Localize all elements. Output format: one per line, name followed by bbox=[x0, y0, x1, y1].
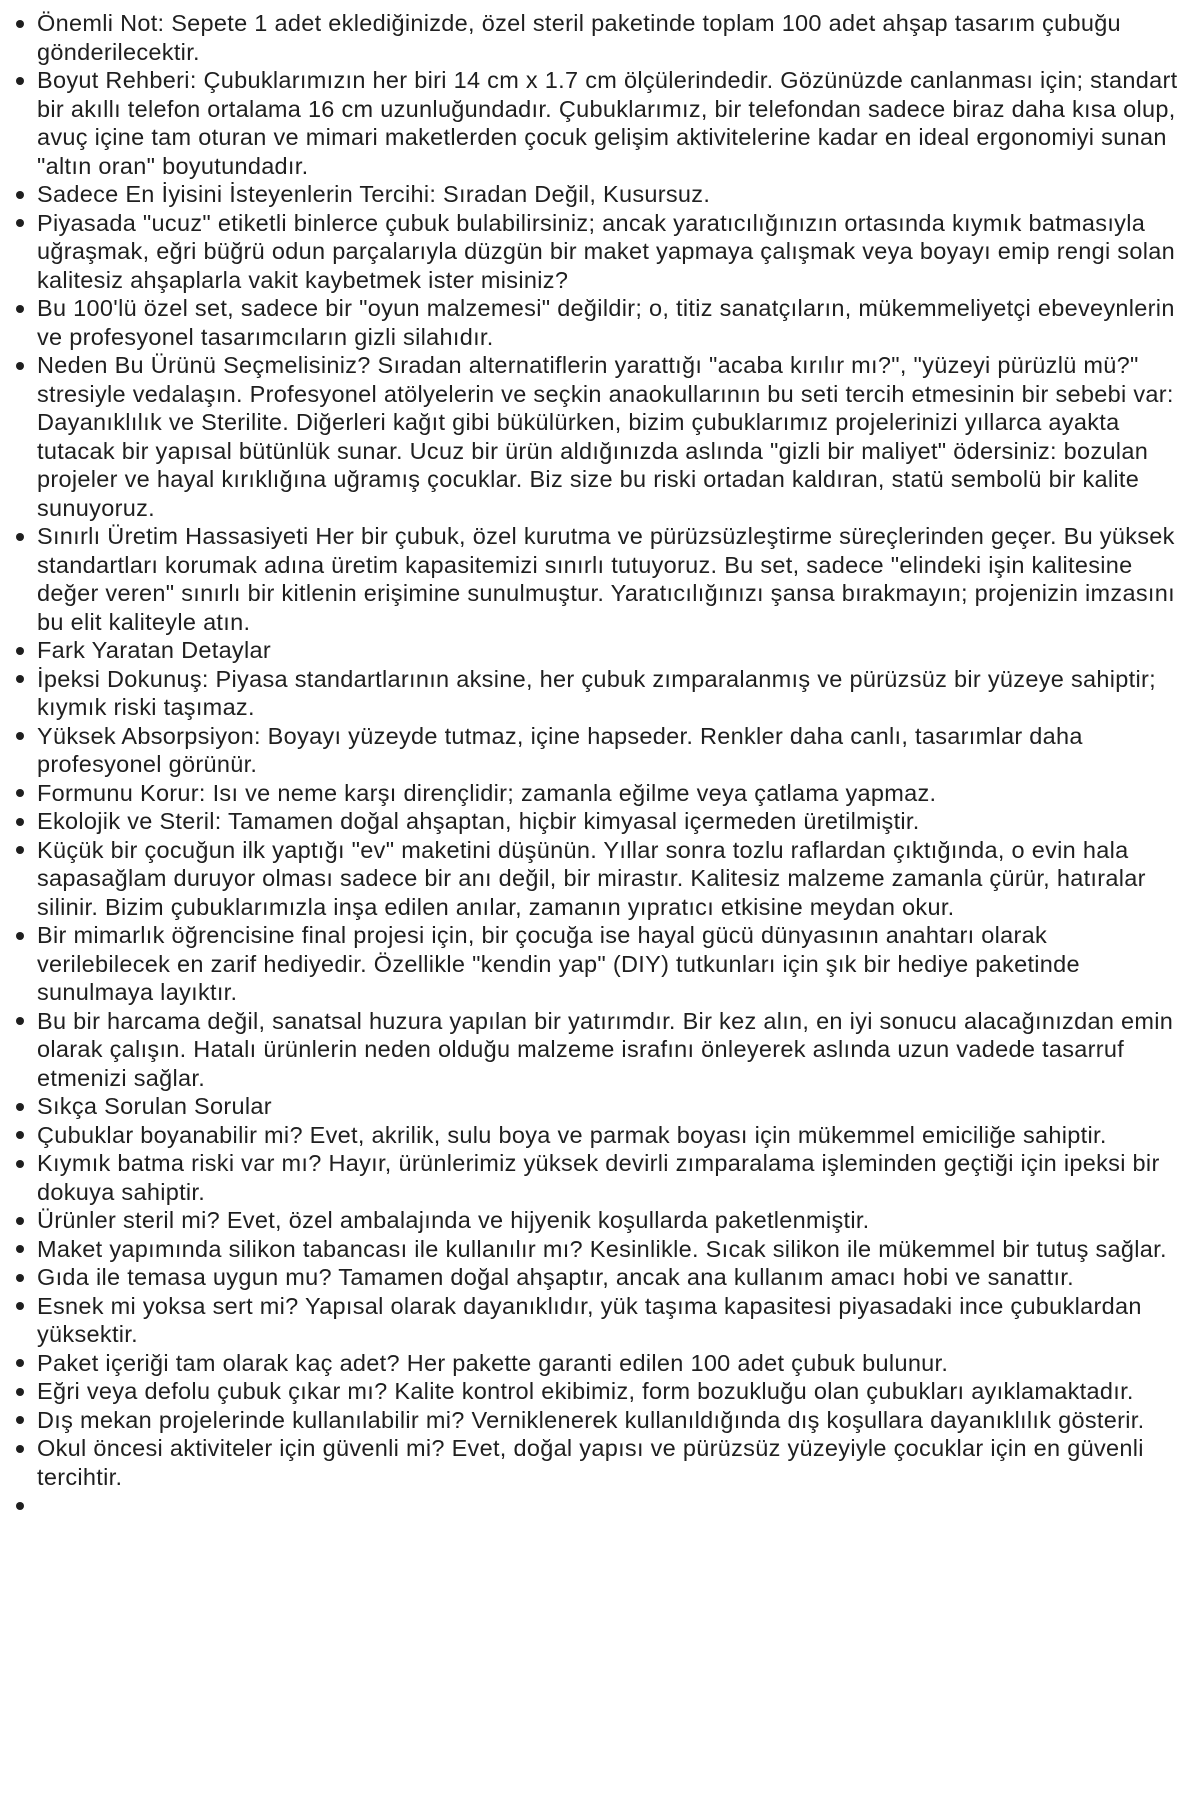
list-item: Boyut Rehberi: Çubuklarımızın her biri 14 cm x 1.7 cm ölçülerindedir. Gözünüzde canlanması için; standart bir akıllı telefon ortalama 16 cm uzunluğundadır. Çubuklarımız, bir telefondan sadece biraz daha kısa olup, avuç içine tam oturan ve mimari maketlerden çocuk gelişim aktivitelerine kadar en ideal ergonomiyi sunan "altın oran" boyutundadır. bbox=[0, 66, 1186, 180]
list-item: Eğri veya defolu çubuk çıkar mı? Kalite kontrol ekibimiz, form bozukluğu olan çubukları ayıklamaktadır. bbox=[0, 1377, 1186, 1406]
list-item: Esnek mi yoksa sert mi? Yapısal olarak dayanıklıdır, yük taşıma kapasitesi piyasadaki ince çubuklardan yüksektir. bbox=[0, 1292, 1186, 1349]
list-item: Piyasada "ucuz" etiketli binlerce çubuk bulabilirsiniz; ancak yaratıcılığınızın ortasında kıymık batmasıyla uğraşmak, eğri büğrü odun parçalarıyla düzgün bir maket yapmaya çalışmak veya boyayı emip rengi solan kalitesiz ahşaplarla vakit kaybetmek ister misiniz? bbox=[0, 209, 1186, 295]
list-item: Önemli Not: Sepete 1 adet eklediğinizde, özel steril paketinde toplam 100 adet ahşap tasarım çubuğu gönderilecektir. bbox=[0, 9, 1186, 66]
list-item: Dış mekan projelerinde kullanılabilir mi? Verniklenerek kullanıldığında dış koşullara dayanıklılık gösterir. bbox=[0, 1406, 1186, 1435]
list-item: Bu 100'lü özel set, sadece bir "oyun malzemesi" değildir; o, titiz sanatçıların, mükemmeliyetçi ebeveynlerin ve profesyonel tasarımcıların gizli silahıdır. bbox=[0, 294, 1186, 351]
list-item: Fark Yaratan Detaylar bbox=[0, 636, 1186, 665]
list-item: Paket içeriği tam olarak kaç adet? Her pakette garanti edilen 100 adet çubuk bulunur. bbox=[0, 1349, 1186, 1378]
list-item: İpeksi Dokunuş: Piyasa standartlarının aksine, her çubuk zımparalanmış ve pürüzsüz bir yüzeye sahiptir; kıymık riski taşımaz. bbox=[0, 665, 1186, 722]
list-item: Çubuklar boyanabilir mi? Evet, akrilik, sulu boya ve parmak boyası için mükemmel emiciliğe sahiptir. bbox=[0, 1121, 1186, 1150]
list-item: Formunu Korur: Isı ve neme karşı dirençlidir; zamanla eğilme veya çatlama yapmaz. bbox=[0, 779, 1186, 808]
list-item-empty bbox=[0, 1491, 1186, 1520]
list-item: Maket yapımında silikon tabancası ile kullanılır mı? Kesinlikle. Sıcak silikon ile mükemmel bir tutuş sağlar. bbox=[0, 1235, 1186, 1264]
list-item: Gıda ile temasa uygun mu? Tamamen doğal ahşaptır, ancak ana kullanım amacı hobi ve sanattır. bbox=[0, 1263, 1186, 1292]
list-item: Küçük bir çocuğun ilk yaptığı "ev" maketini düşünün. Yıllar sonra tozlu raflardan çıktığında, o evin hala sapasağlam duruyor olması sadece bir anı değil, bir mirastır. Kalitesiz malzeme zamanla çürür, hatıralar silinir. Bizim çubuklarımızla inşa edilen anılar, zamanın yıpratıcı etkisine meydan okur. bbox=[0, 836, 1186, 922]
list-item: Sınırlı Üretim Hassasiyeti Her bir çubuk, özel kurutma ve pürüzsüzleştirme süreçlerinden geçer. Bu yüksek standartları korumak adına üretim kapasitemizi sınırlı tutuyoruz. Bu set, sadece "elindeki işin kalitesine değer veren" sınırlı bir kitlenin erişimine sunulmuştur. Yaratıcılığınızı şansa bırakmayın; projenizin imzasını bu elit kaliteyle atın. bbox=[0, 522, 1186, 636]
list-item: Bu bir harcama değil, sanatsal huzura yapılan bir yatırımdır. Bir kez alın, en iyi sonucu alacağınızdan emin olarak çalışın. Hatalı ürünlerin neden olduğu malzeme israfını önleyerek aslında uzun vadede tasarruf etmenizi sağlar. bbox=[0, 1007, 1186, 1093]
list-item: Neden Bu Ürünü Seçmelisiniz? Sıradan alternatiflerin yarattığı "acaba kırılır mı?", "yüzeyi pürüzlü mü?" stresiyle vedalaşın. Profesyonel atölyelerin ve seçkin anaokullarının bu seti tercih etmesinin bir sebebi var: Dayanıklılık ve Sterilite. Diğerleri kağıt gibi bükülürken, bizim çubuklarımız projelerinizi yıllarca ayakta tutacak bir yapısal bütünlük sunar. Ucuz bir ürün aldığınızda aslında "gizli bir maliyet" ödersiniz: bozulan projeler ve hayal kırıklığına uğramış çocuklar. Biz size bu riski ortadan kaldıran, statü sembolü bir kalite sunuyoruz. bbox=[0, 351, 1186, 522]
list-item: Kıymık batma riski var mı? Hayır, ürünlerimiz yüksek devirli zımparalama işleminden geçtiği için ipeksi bir dokuya sahiptir. bbox=[0, 1149, 1186, 1206]
list-item: Sadece En İyisini İsteyenlerin Tercihi: Sıradan Değil, Kusursuz. bbox=[0, 180, 1186, 209]
list-item: Ürünler steril mi? Evet, özel ambalajında ve hijyenik koşullarda paketlenmiştir. bbox=[0, 1206, 1186, 1235]
list-item: Sıkça Sorulan Sorular bbox=[0, 1092, 1186, 1121]
list-item: Ekolojik ve Steril: Tamamen doğal ahşaptan, hiçbir kimyasal içermeden üretilmiştir. bbox=[0, 807, 1186, 836]
list-item: Okul öncesi aktiviteler için güvenli mi? Evet, doğal yapısı ve pürüzsüz yüzeyiyle çocuklar için en güvenli tercihtir. bbox=[0, 1434, 1186, 1491]
list-item: Yüksek Absorpsiyon: Boyayı yüzeyde tutmaz, içine hapseder. Renkler daha canlı, tasarımlar daha profesyonel görünür. bbox=[0, 722, 1186, 779]
list-item: Bir mimarlık öğrencisine final projesi için, bir çocuğa ise hayal gücü dünyasının anahtarı olarak verilebilecek en zarif hediyedir. Özellikle "kendin yap" (DIY) tutkunları için şık bir hediye paketinde sunulmaya layıktır. bbox=[0, 921, 1186, 1007]
